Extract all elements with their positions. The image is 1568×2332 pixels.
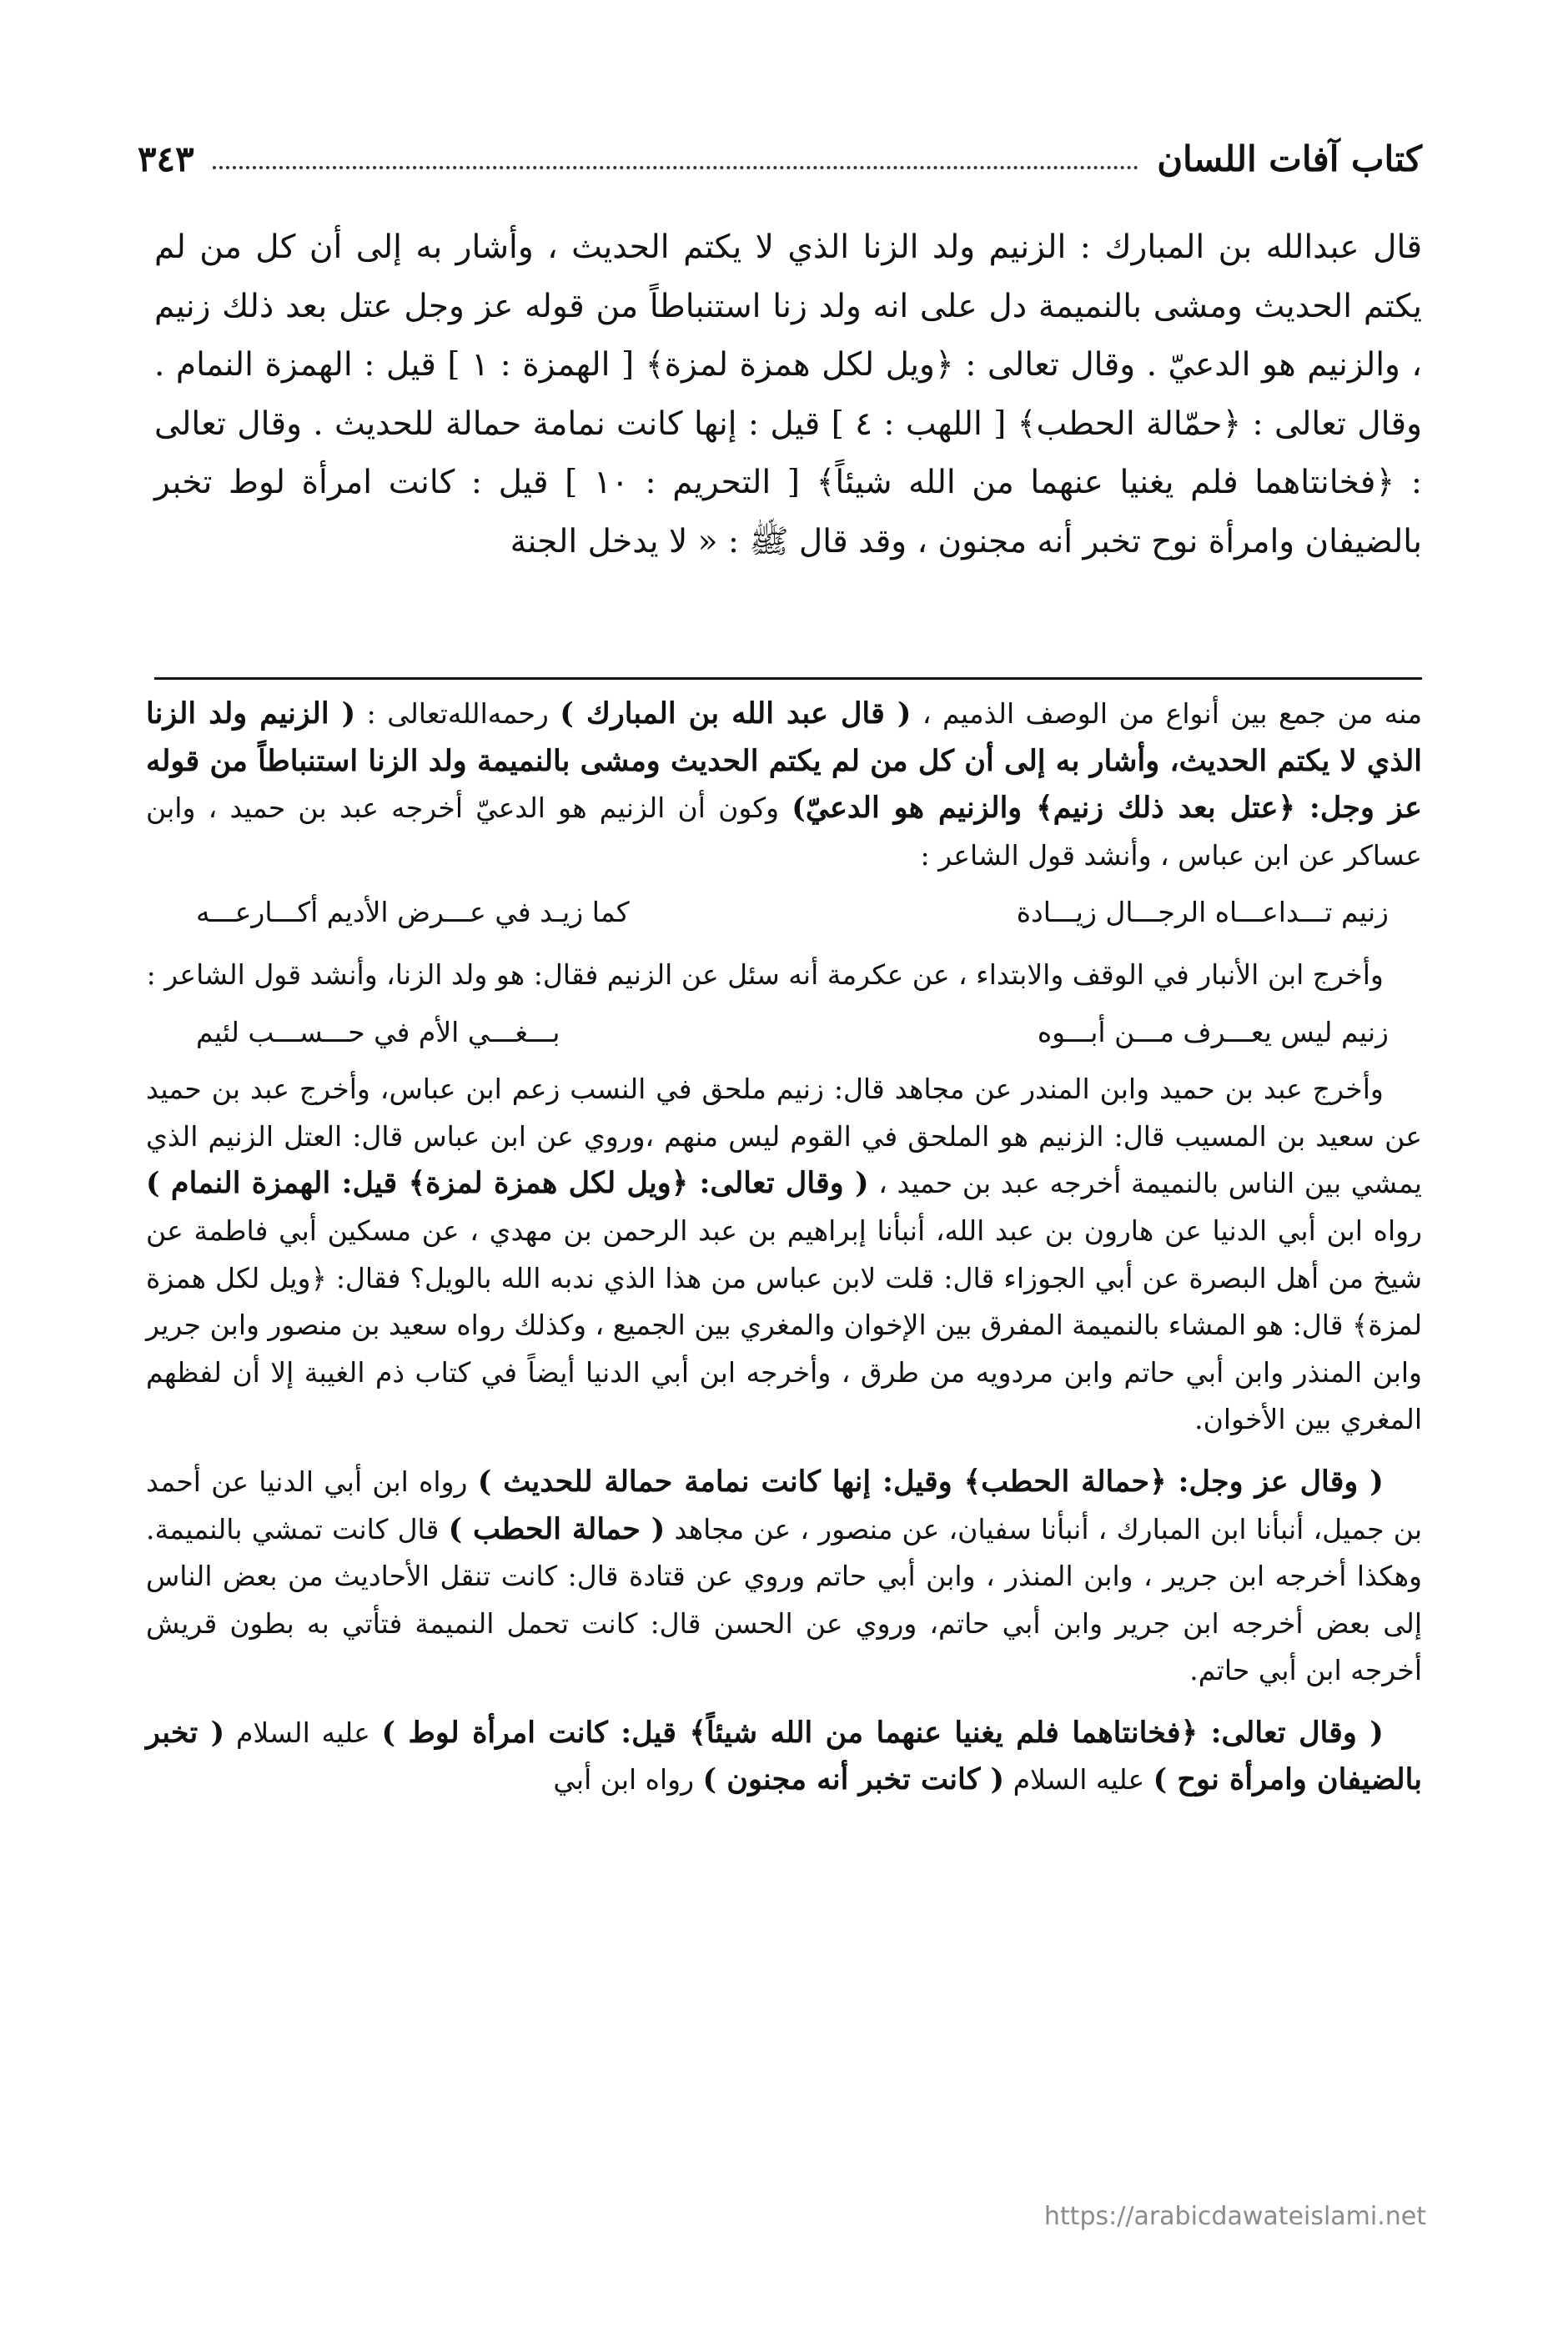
note-4-quote-a: ( وقال عز وجل: ﴿حمالة الحطب﴾ وقيل: إنها كانت نمامة حمالة للحديث ) [477, 1464, 1384, 1499]
note-1-text-c: وكون أن الزنيم هو الدعيّ أخرجه عبد بن حميد ، وابن عساكر عن ابن عباس ، وأنشد قول الشاعر : [146, 792, 1422, 872]
note-paragraph-3 [146, 1066, 1422, 1444]
note-1-text-b: رحمه‌الله‌تعالى : [355, 697, 560, 730]
note-paragraph-2: وأخرج ابن الأنبار في الوقف والابتداء ، عن عكرمة أنه سئل عن الزنيم فقال: هو ولد الزنا، وأنشد قول الشاعر : [146, 957, 1384, 991]
footnote-separator [154, 677, 1422, 680]
verse-1-first-hemistich: زنيم تـــداعـــاه الرجـــال زيـــادة [1016, 896, 1389, 929]
page-number: ٣٤٣ [138, 138, 194, 179]
note-4-text-a: رواه ابن أبي الدنيا عن أحمد بن جميل، أنبأنا ابن المبارك ، أنبأنا سفيان، عن منصور ، عن مجاهد [146, 1465, 1423, 1545]
verse-1-second-hemistich: كما زيـد في عـــرض الأديم أكـــارعـــه [196, 896, 630, 929]
note-5-quote-b: ( تخبر بالضيفان وامرأة نوح ) [146, 1715, 1422, 1797]
note-5-text-a: عليه السلام [224, 1716, 382, 1749]
note-1-quote-b: ( الزنيم ولد الزنا الذي لا يكتم الحديث، وأشار به إلى أن كل من لم يكتم الحديث ومشى بالنميمة ولد الزنا استنباطاً من قوله عز وجل: ﴿عتل بعد ذلك زنيم﴾ والزنيم هو الدعيّ) [146, 696, 1422, 826]
watermark-url: https://arabicdawateislami.net [1043, 2202, 1426, 2231]
note-paragraph-1 [146, 691, 1422, 879]
commentary-notes [146, 691, 1422, 1804]
note-paragraph-4 [146, 1459, 1422, 1695]
note-3-text-a: وأخرج عبد بن حميد وابن المندر عن مجاهد قال: زنيم ملحق في النسب زعم ابن عباس، وأخرج عبد بن حميد عن سعيد بن المسيب قال: الزنيم هو الملحق في القوم ليس منهم ،وروي عن ابن عباس قال: العتل الزنيم الذي يمشي بين الناس بالنميمة أخرجه عبد بن حميد ، [146, 1073, 1422, 1200]
poem-verse-1 [146, 884, 1422, 942]
poem-verse-2 [146, 1004, 1422, 1062]
note-1-text-a: منه من جمع بين أنواع من الوصف الذميم ، [911, 697, 1422, 730]
header-dot-leader [213, 166, 1139, 169]
verse-2-second-hemistich: بـــغـــي الأم في حـــســـب لئيم [196, 1015, 560, 1048]
page-header [138, 121, 1422, 179]
note-5-quote-c: ( كانت تخبر أنه مجنون ) [702, 1762, 1005, 1797]
note-4-text-b: قال كانت تمشي بالنميمة. وهكذا أخرجه ابن جرير ، وابن المنذر ، وابن أبي حاتم وروي عن قتادة قال: كانت تنقل الأحاديث من بعض الناس إلى بعض أخرجه ابن جرير وابن أبي حاتم، وروي عن الحسن قال: كانت تحمل النميمة فتأتي به بطون قريش أخرجه ابن أبي حاتم. [146, 1512, 1422, 1687]
note-3-quote: ( وقال تعالى: ﴿ويل لكل همزة لمزة﴾ قيل: الهمزة النمام ) [146, 1166, 869, 1201]
main-text [154, 219, 1422, 571]
verse-2-first-hemistich: زنيم ليس يعـــرف مـــن أبـــوه [1037, 1015, 1389, 1048]
book-title: كتاب آفات اللسان [1157, 138, 1422, 179]
note-paragraph-5 [146, 1710, 1422, 1804]
note-5-text-c: رواه ابن أبي [553, 1763, 703, 1797]
note-3-text-b: رواه ابن أبي الدنيا عن هارون بن عبد الله، أنبأنا إبراهيم بن عبد الرحمن بن مهدي ، عن مسكين أبي فاطمة عن شيخ من أهل البصرة عن أبي الجوزاء قال: قلت لابن عباس من هذا الذي ندبه الله بالويل؟ فقال: ﴿ويل لكل همزة لمزة﴾ قال: هو المشاء بالنميمة المفرق بين الإخوان والمغري بين الجميع ، وكذلك رواه سعيد بن منصور وابن جرير وابن المنذر وابن أبي حاتم وابن مردويه من طرق ، وأخرجه ابن أبي الدنيا أيضاً في كتاب ذم الغيبة إلا أن لفظهم المغري بين الأخوان. [146, 1214, 1422, 1436]
note-5-quote-a: ( وقال تعالى: ﴿فخانتاهما فلم يغنيا عنهما من الله شيئاً﴾ قيل: كانت امرأة لوط ) [381, 1715, 1384, 1750]
note-1-quote-a: ( قال عبد الله بن المبارك ) [560, 696, 912, 731]
main-paragraph: قال عبدالله بن المبارك : الزنيم ولد الزنا الذي لا يكتم الحديث ، وأشار به إلى أن كل من لم يكتم الحديث ومشى بالنميمة دل على انه ولد زنا استنباطاً من قوله عز وجل عتل بعد ذلك زنيم ، والزنيم هو الدعيّ . وقال تعالى : ﴿ويل لكل همزة لمزة﴾ [ الهمزة : ١ ] قيل : الهمزة النمام . وقال تعالى : ﴿حمّالة الحطب﴾ [ اللهب : ٤ ] قيل : إنها كانت نمامة حمالة للحديث . وقال تعالى : ﴿فخانتاهما فلم يغنيا عنهما من الله شيئاً﴾ [ التحريم : ١٠ ] قيل : كانت امرأة لوط تخبر بالضيفان وامرأة نوح تخبر أنه مجنون ، وقد قال ﷺ : « لا يدخل الجنة [154, 229, 1423, 560]
note-5-text-b: عليه السلام [1004, 1763, 1153, 1797]
note-4-quote-b: ( حمالة الحطب ) [448, 1511, 666, 1546]
